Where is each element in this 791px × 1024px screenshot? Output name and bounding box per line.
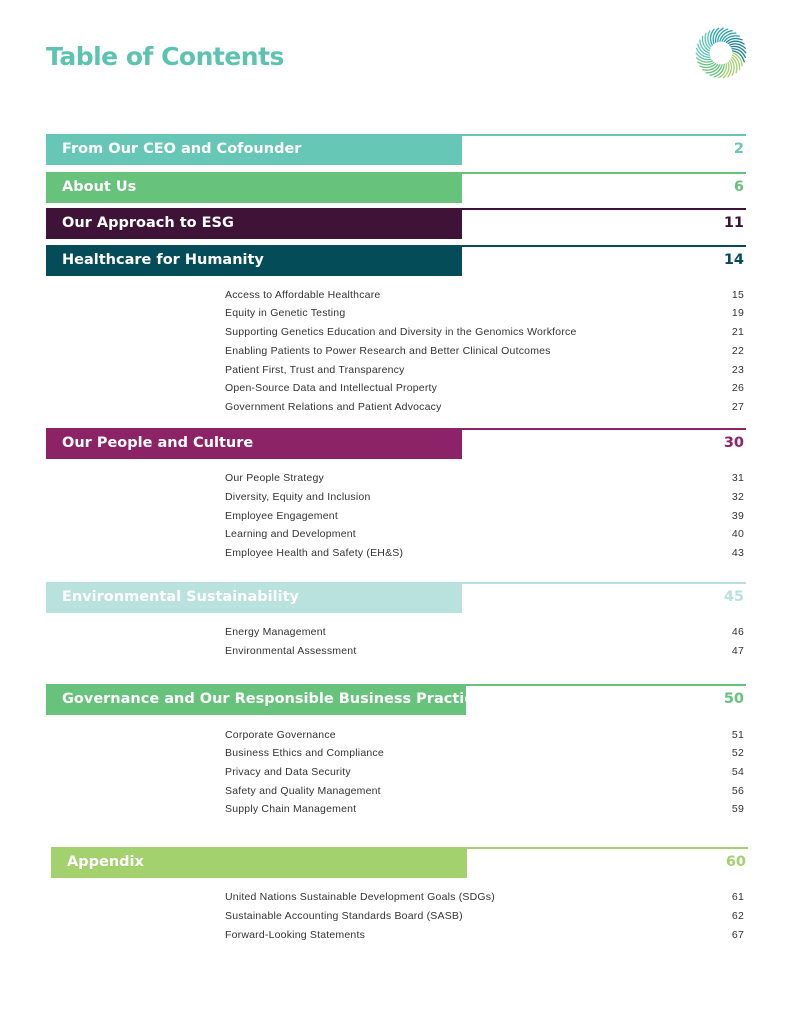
- toc-item-label: Enabling Patients to Power Research and Better Clinical Outcomes: [225, 345, 551, 357]
- section-healthcare[interactable]: [46, 245, 746, 276]
- toc-item-label: Access to Affordable Healthcare: [225, 289, 381, 301]
- toc-item[interactable]: [225, 469, 745, 488]
- section-page-number: 50: [723, 691, 744, 707]
- section-governance[interactable]: [46, 684, 746, 715]
- toc-item-page: 19: [731, 307, 744, 319]
- company-logo: [694, 26, 748, 80]
- toc-item-page: 62: [731, 910, 744, 922]
- section-page-number: 60: [725, 854, 746, 870]
- toc-item-label: United Nations Sustainable Development Goals (SDGs): [225, 891, 495, 903]
- toc-item[interactable]: [225, 398, 745, 417]
- toc-item[interactable]: [225, 744, 745, 763]
- toc-item-label: Sustainable Accounting Standards Board (SASB): [225, 910, 463, 922]
- toc-item-page: 61: [731, 891, 744, 903]
- toc-item[interactable]: [225, 642, 745, 661]
- toc-item[interactable]: [225, 507, 745, 526]
- toc-item[interactable]: [225, 379, 745, 398]
- toc-item[interactable]: [225, 323, 745, 342]
- toc-item-page: 47: [731, 645, 744, 657]
- section-rule: [462, 208, 746, 210]
- section-rule: [462, 428, 746, 430]
- toc-item[interactable]: [225, 286, 745, 305]
- toc-item-label: Equity in Genetic Testing: [225, 307, 346, 319]
- toc-item[interactable]: [225, 907, 745, 926]
- section-ceo[interactable]: [46, 134, 746, 165]
- toc-item-page: 32: [731, 491, 744, 503]
- section-rule: [462, 245, 746, 247]
- toc-item-label: Corporate Governance: [225, 729, 336, 741]
- toc-item[interactable]: [225, 623, 745, 642]
- toc-item-label: Open-Source Data and Intellectual Property: [225, 382, 438, 394]
- toc-item-page: 27: [731, 401, 744, 413]
- section-rule: [466, 684, 746, 686]
- toc-item-page: 67: [731, 929, 744, 941]
- toc-item-page: 54: [731, 766, 744, 778]
- section-page-number: 6: [733, 179, 744, 195]
- toc-item[interactable]: [225, 800, 745, 819]
- toc-item[interactable]: [225, 544, 745, 563]
- toc-item-label: Learning and Development: [225, 528, 356, 540]
- toc-item-label: Business Ethics and Compliance: [225, 747, 384, 759]
- toc-item-page: 21: [731, 326, 744, 338]
- toc-item-label: Forward-Looking Statements: [225, 929, 366, 941]
- toc-item-label: Employee Health and Safety (EH&S): [225, 547, 404, 559]
- toc-item[interactable]: [225, 488, 745, 507]
- toc-item-label: Our People Strategy: [225, 472, 324, 484]
- section-rule: [462, 582, 746, 584]
- toc-item[interactable]: [225, 888, 745, 907]
- toc-item-page: 46: [731, 626, 744, 638]
- toc-item-label: Safety and Quality Management: [225, 785, 381, 797]
- section-rule: [462, 134, 746, 136]
- toc-item-page: 26: [731, 382, 744, 394]
- section-label: Environmental Sustainability: [46, 582, 462, 613]
- section-page-number: 30: [723, 435, 744, 451]
- toc-item-page: 39: [731, 510, 744, 522]
- section-appendix[interactable]: [51, 847, 748, 878]
- toc-item-label: Privacy and Data Security: [225, 766, 351, 778]
- toc-item[interactable]: [225, 361, 745, 380]
- toc-item-label: Supply Chain Management: [225, 803, 357, 815]
- toc-item[interactable]: [225, 342, 745, 361]
- toc-item[interactable]: [225, 525, 745, 544]
- section-approach[interactable]: [46, 208, 746, 239]
- section-label: Appendix: [51, 847, 467, 878]
- section-page-number: 11: [723, 215, 744, 231]
- toc-item-label: Diversity, Equity and Inclusion: [225, 491, 371, 503]
- section-people[interactable]: [46, 428, 746, 459]
- toc-item-page: 31: [731, 472, 744, 484]
- section-rule: [462, 172, 746, 174]
- toc-item-label: Environmental Assessment: [225, 645, 357, 657]
- toc-item-page: 59: [731, 803, 744, 815]
- toc-item-page: 51: [731, 729, 744, 741]
- toc-item-label: Energy Management: [225, 626, 326, 638]
- toc-item[interactable]: [225, 926, 745, 945]
- section-label: From Our CEO and Cofounder: [46, 134, 462, 165]
- section-page-number: 2: [733, 141, 744, 157]
- toc-item-page: 22: [731, 345, 744, 357]
- toc-item-label: Employee Engagement: [225, 510, 338, 522]
- toc-item-page: 40: [731, 528, 744, 540]
- toc-item[interactable]: [225, 763, 745, 782]
- section-label: Healthcare for Humanity: [46, 245, 462, 276]
- section-environment[interactable]: [46, 582, 746, 613]
- toc-item-page: 43: [731, 547, 744, 559]
- toc-item[interactable]: [225, 726, 745, 745]
- toc-item-label: Patient First, Trust and Transparency: [225, 364, 405, 376]
- toc-item-page: 23: [731, 364, 744, 376]
- section-label: Our People and Culture: [46, 428, 462, 459]
- toc-item-page: 56: [731, 785, 744, 797]
- section-rule: [467, 847, 748, 849]
- section-label: Our Approach to ESG: [46, 208, 462, 239]
- toc-item[interactable]: [225, 304, 745, 323]
- section-label: About Us: [46, 172, 462, 203]
- section-page-number: 14: [723, 252, 744, 268]
- toc-item-page: 52: [731, 747, 744, 759]
- toc-item[interactable]: [225, 782, 745, 801]
- section-about[interactable]: [46, 172, 746, 203]
- toc-item-label: Government Relations and Patient Advocacy: [225, 401, 442, 413]
- page-title: Table of Contents: [46, 42, 284, 71]
- section-page-number: 45: [723, 589, 744, 605]
- section-label: Governance and Our Responsible Business Practices: [46, 684, 466, 715]
- toc-item-page: 15: [731, 289, 744, 301]
- toc-item-label: Supporting Genetics Education and Diversity in the Genomics Workforce: [225, 326, 577, 338]
